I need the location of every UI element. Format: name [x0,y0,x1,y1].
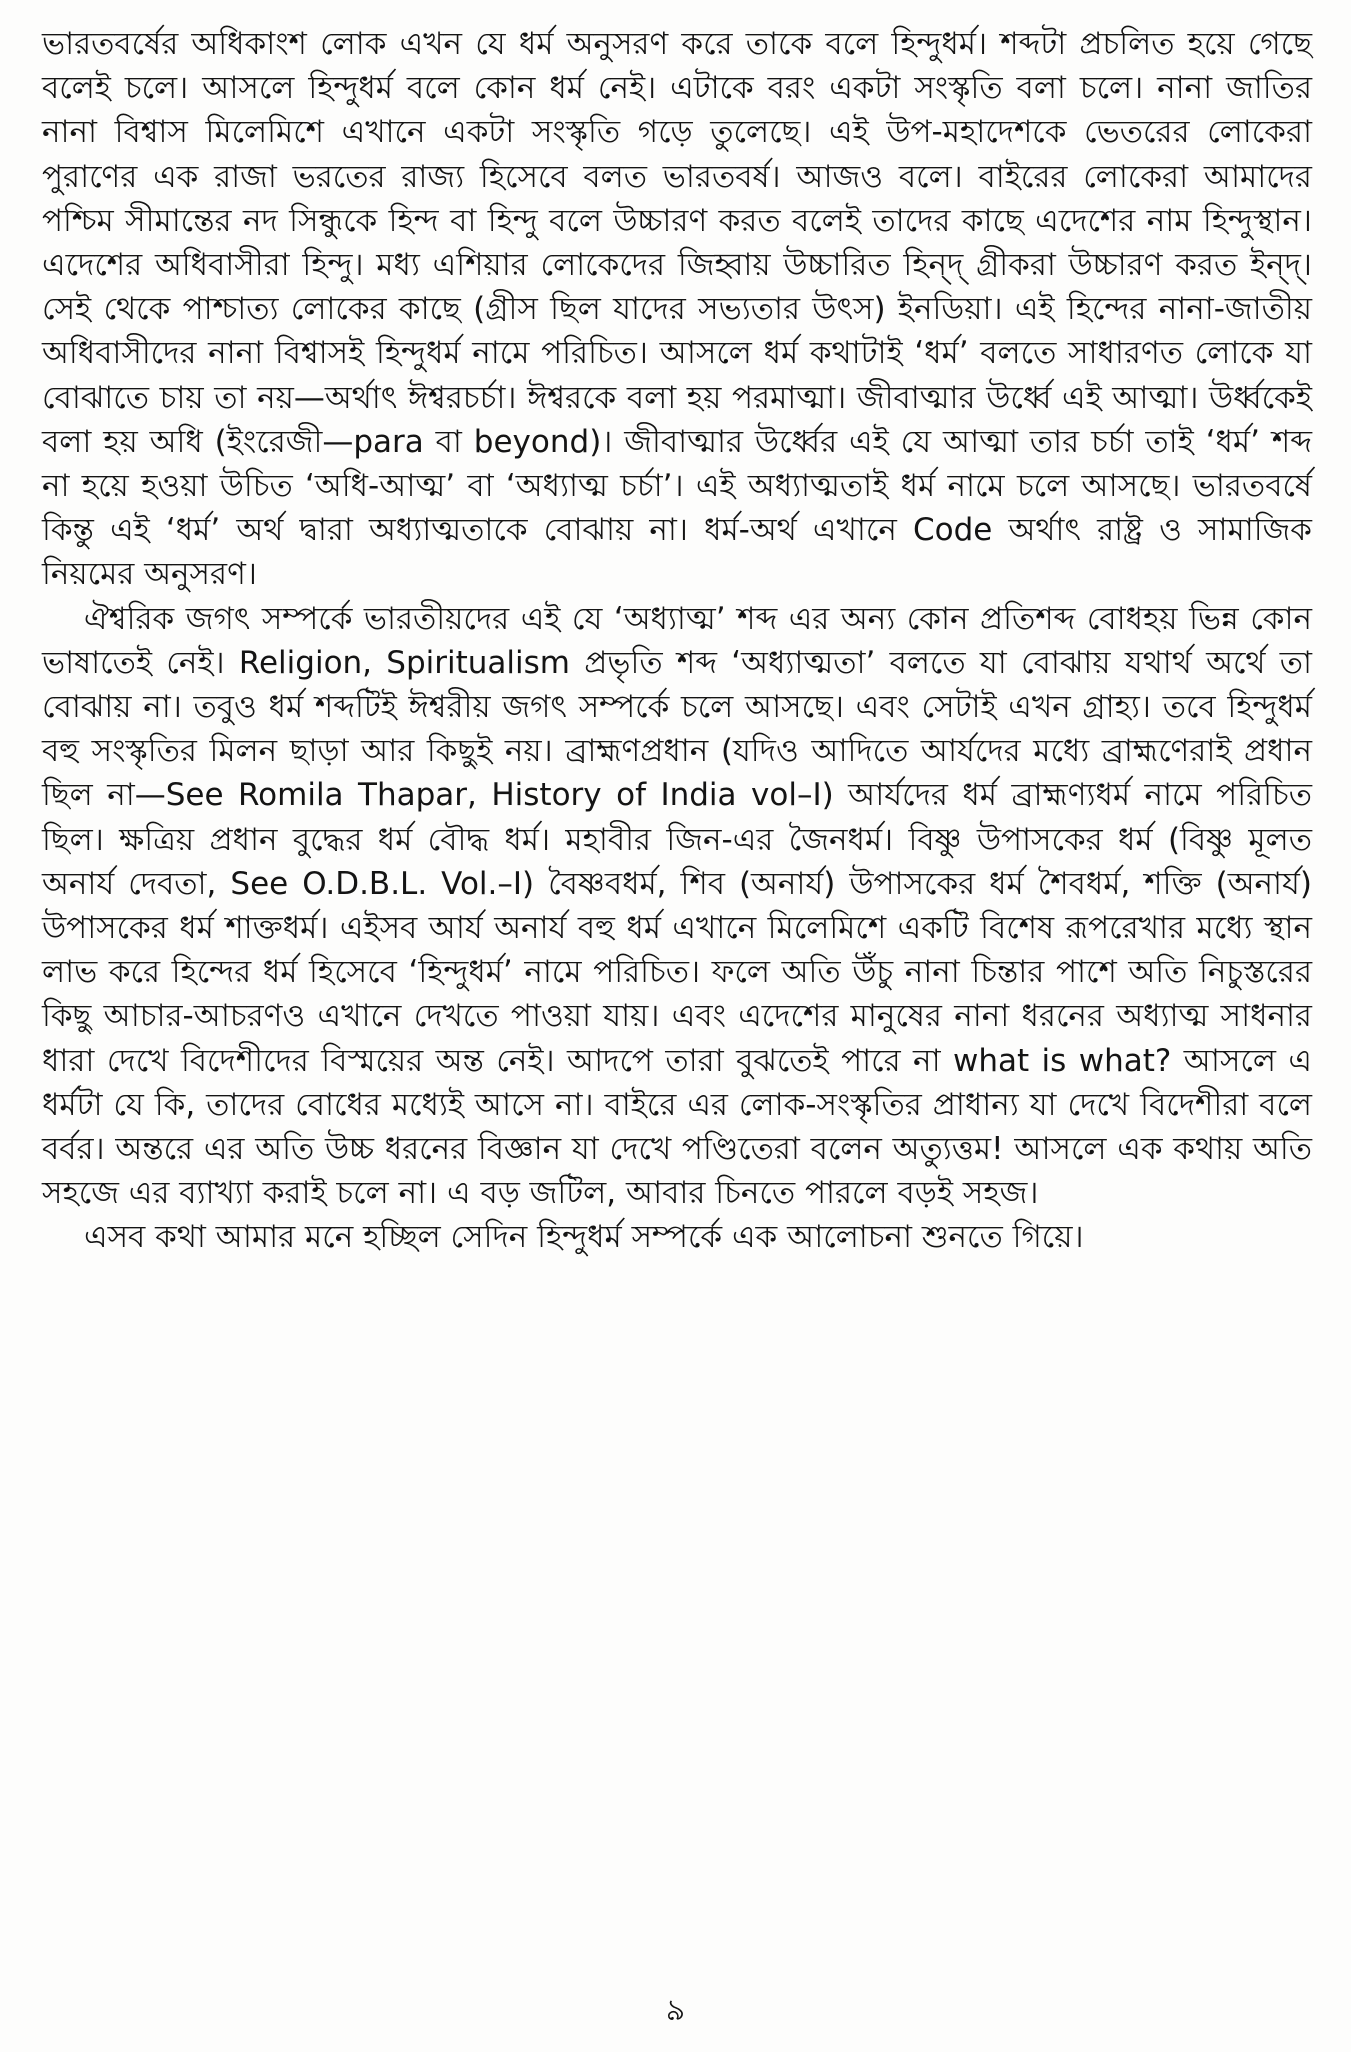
page-number: ৯ [665,1993,686,2028]
paragraph-3: এসব কথা আমার মনে হচ্ছিল সেদিন হিন্দুধর্ম সম্পর্কে এক আলোচনা শুনতে গিয়ে। [84,1219,1084,1256]
body-text [42,22,1312,1260]
paragraph-2: ঐশ্বরিক জগৎ সম্পর্কে ভারতীয়দের এই যে ‘অধ্যাত্ম’ শব্দ এর অন্য কোন প্রতিশব্দ বোধহয় ভিন্ন কোন ভাষাতেই নেই। Religion, Spiritualism প্রভৃতি শব্দ ‘অধ্যাত্মতা’ বলতে যা বোঝায় যথার্থ অর্থে তা বোঝায় না। তবুও ধর্ম শব্দটিই ঈশ্বরীয় জগৎ সম্পর্কে চলে আসছে। এবং সেটাই এখন গ্রাহ্য। তবে হিন্দুধর্ম বহু সংস্কৃতির মিলন ছাড়া আর কিছুই নয়। ব্রাহ্মণপ্রধান (যদিও আদিতে আর্যদের মধ্যে ব্রাহ্মণেরাই প্রধান ছিল না—See Romila Thapar, History of India vol–I) আর্যদের ধর্ম ব্রাহ্মণ্যধর্ম নামে পরিচিত ছিল। ক্ষত্রিয় প্রধান বুদ্ধের ধর্ম বৌদ্ধ ধর্ম। মহাবীর জিন-এর জৈনধর্ম। বিষ্ণু উপাসকের ধর্ম (বিষ্ণু মূলত অনার্য দেবতা, See O.D.B.L. Vol.–I) বৈষ্ণবধর্ম, শিব (অনার্য) উপাসকের ধর্ম শৈবধর্ম, শক্তি (অনার্য) উপাসকের ধর্ম শাক্তধর্ম। এইসব আর্য অনার্য বহু ধর্ম এখানে মিলেমিশে একটি বিশেষ রূপরেখার মধ্যে স্থান লাভ করে হিন্দের ধর্ম হিসেবে ‘হিন্দুধর্ম’ নামে পরিচিত। ফলে অতি উঁচু নানা চিন্তার পাশে অতি নিচুস্তরের কিছু আচার-আচরণও এখানে দেখতে পাওয়া যায়। এবং এদেশের মানুষের নানা ধরনের অধ্যাত্ম সাধনার ধারা দেখে বিদেশীদের বিস্ময়ের অন্ত নেই। আদপে তারা বুঝতেই পারে না what is what? আসলে এ ধর্মটা যে কি, তাদের বোধের মধ্যেই আসে না। বাইরে এর লোক-সংস্কৃতির প্রাধান্য যা দেখে বিদেশীরা বলে বর্বর। অন্তরে এর অতি উচ্চ ধরনের বিজ্ঞান যা দেখে পণ্ডিতেরা বলেন অত্যুত্তম! আসলে এক কথায় অতি সহজে এর ব্যাখ্যা করাই চলে না। এ বড় জটিল, আবার চিনতে পারলে বড়ই সহজ। [42,600,1312,1212]
paragraph-1: ভারতবর্ষের অধিকাংশ লোক এখন যে ধর্ম অনুসরণ করে তাকে বলে হিন্দুধর্ম। শব্দটা প্রচলিত হয়ে গেছে বলেই চলে। আসলে হিন্দুধর্ম বলে কোন ধর্ম নেই। এটাকে বরং একটা সংস্কৃতি বলা চলে। নানা জাতির নানা বিশ্বাস মিলেমিশে এখানে একটা সংস্কৃতি গড়ে তুলেছে। এই উপ-মহাদেশকে ভেতরের লোকেরা পুরাণের এক রাজা ভরতের রাজ্য হিসেবে বলত ভারতবর্ষ। আজও বলে। বাইরের লোকেরা আমাদের পশ্চিম সীমান্তের নদ সিন্ধুকে হিন্দ বা হিন্দু বলে উচ্চারণ করত বলেই তাদের কাছে এদেশের নাম হিন্দুস্থান। এদেশের অধিবাসীরা হিন্দু। মধ্য এশিয়ার লোকেদের জিহ্বায় উচ্চারিত হিন্দ্ গ্রীকরা উচ্চারণ করত ইন্দ্। সেই থেকে পাশ্চাত্য লোকের কাছে (গ্রীস ছিল যাদের সভ্যতার উৎস) ইনডিয়া। এই হিন্দের নানা-জাতীয় অধিবাসীদের নানা বিশ্বাসই হিন্দুধর্ম নামে পরিচিত। আসলে ধর্ম কথাটাই ‘ধর্ম’ বলতে সাধারণত লোকে যা বোঝাতে চায় তা নয়—অর্থাৎ ঈশ্বরচর্চা। ঈশ্বরকে বলা হয় পরমাত্মা। জীবাত্মার উর্ধ্বে এই আত্মা। উর্ধ্বকেই বলা হয় অধি (ইংরেজী—para বা beyond)। জীবাত্মার উর্ধ্বের এই যে আত্মা তার চর্চা তাই ‘ধর্ম’ শব্দ না হয়ে হওয়া উচিত ‘অধি-আত্ম’ বা ‘অধ্যাত্ম চর্চা’। এই অধ্যাত্মতাই ধর্ম নামে চলে আসছে। ভারতবর্ষে কিন্তু এই ‘ধর্ম’ অর্থ দ্বারা অধ্যাত্মতাকে বোঝায় না। ধর্ম-অর্থ এখানে Code অর্থাৎ রাষ্ট্র ও সামাজিক নিয়মের অনুসরণ। [42,26,1312,593]
